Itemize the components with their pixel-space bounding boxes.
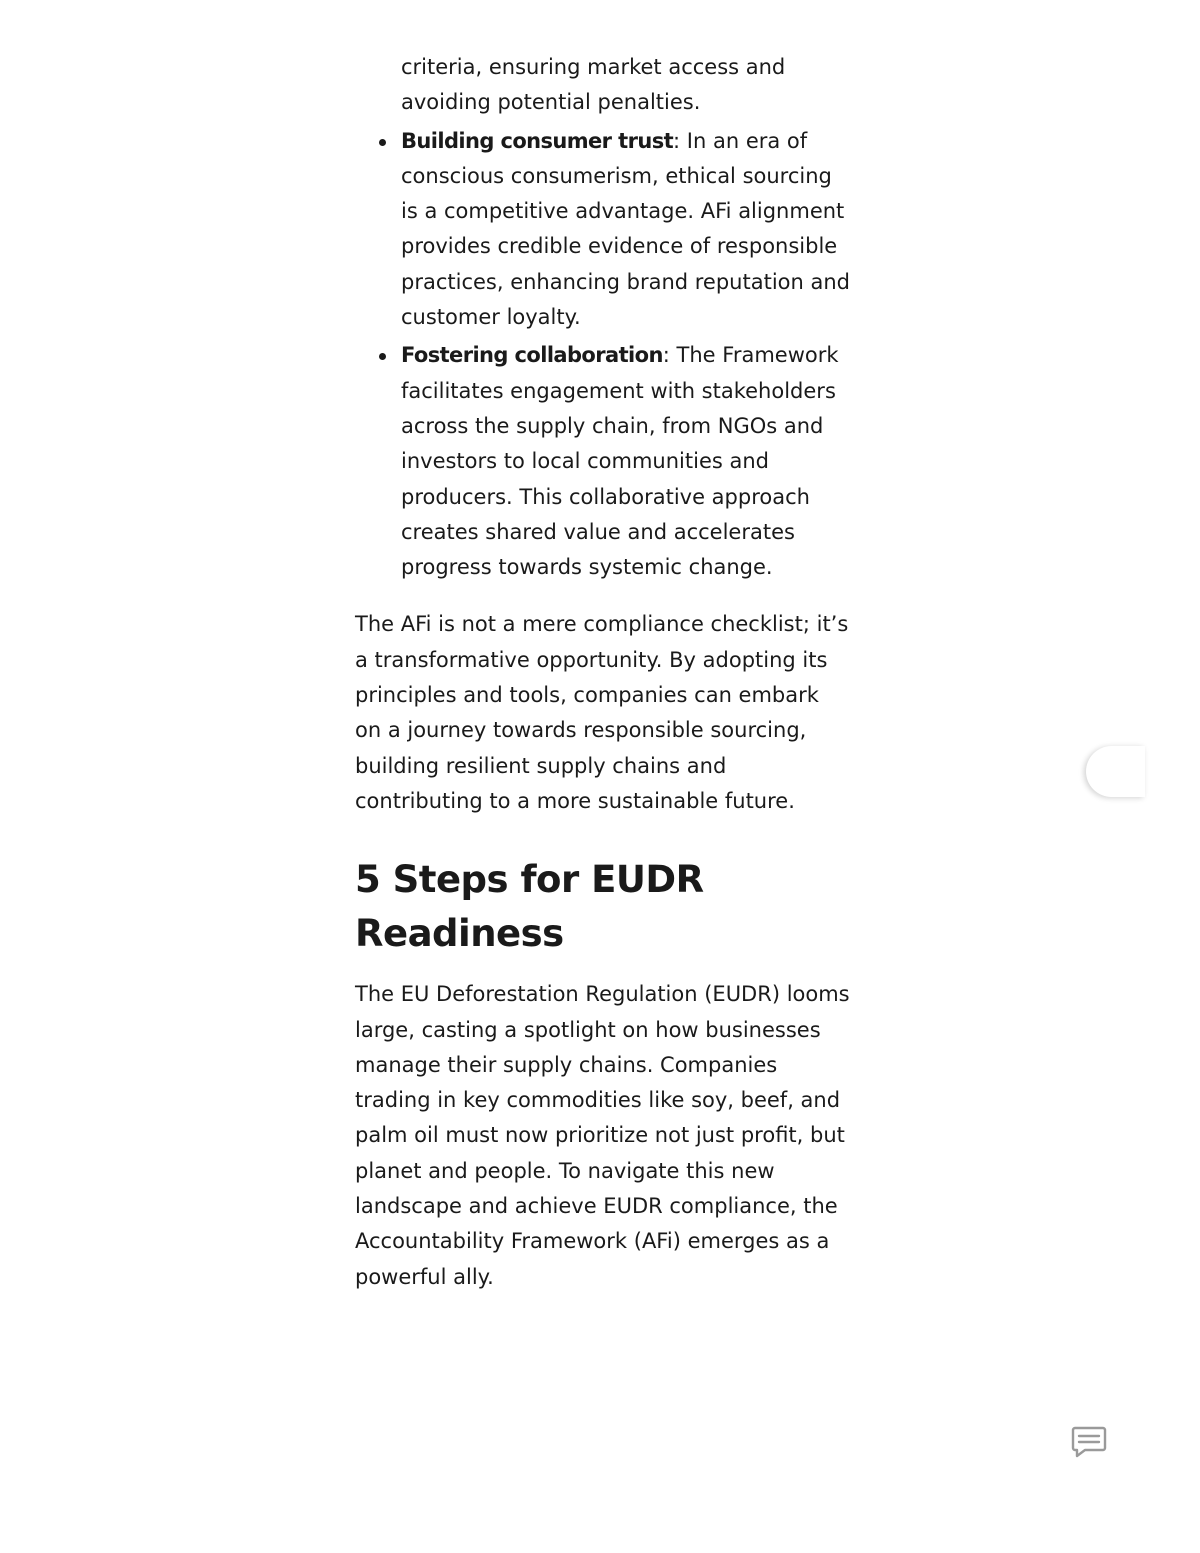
list-item-text: : The Framework facilitates engagement with stakeholders across the supply chain, from NGOs and investors to local communities and producers. This collaborative approach creates shared value and accelerates progress towards systemic change. (401, 343, 839, 580)
list-item (401, 50, 850, 121)
list-item-text: criteria, ensuring market access and avoiding potential penalties. (401, 55, 786, 115)
bullet-icon (379, 353, 386, 360)
list-item (401, 338, 850, 585)
body-paragraph: The AFi is not a mere compliance checklist; it’s a transformative opportunity. By adopting its principles and tools, companies can embark on a journey towards responsible sourcing, building resilient supply chains and contributing to a more sustainable future. (355, 612, 849, 813)
list-item-term: Building consumer trust (401, 128, 674, 153)
comment-button[interactable] (1070, 1425, 1108, 1459)
body-paragraph: The EU Deforestation Regulation (EUDR) looms large, casting a spotlight on how businesses manage their supply chains. Companies trading in key commodities like soy, beef, and palm oil must now prioritize not just profit, but planet and people. To navigate this new landscape and achieve EUDR compliance, the Accountability Framework (AFi) emerges as a powerful ally. (355, 982, 850, 1289)
side-tab-button[interactable] (1086, 746, 1145, 797)
list-item-term: Fostering collaboration (401, 343, 663, 368)
section-heading: 5 Steps for EUDR Readiness (355, 858, 704, 956)
article-content (355, 50, 850, 1295)
list-item (401, 124, 850, 336)
list-item-text: : In an era of conscious consumerism, ethical sourcing is a competitive advantage. AFi alignment provides credible evidence of responsible practices, enhancing brand reputation and customer loyalty. (401, 128, 851, 330)
comment-icon (1070, 1425, 1108, 1459)
benefits-list (355, 50, 850, 585)
bullet-icon (379, 139, 386, 146)
